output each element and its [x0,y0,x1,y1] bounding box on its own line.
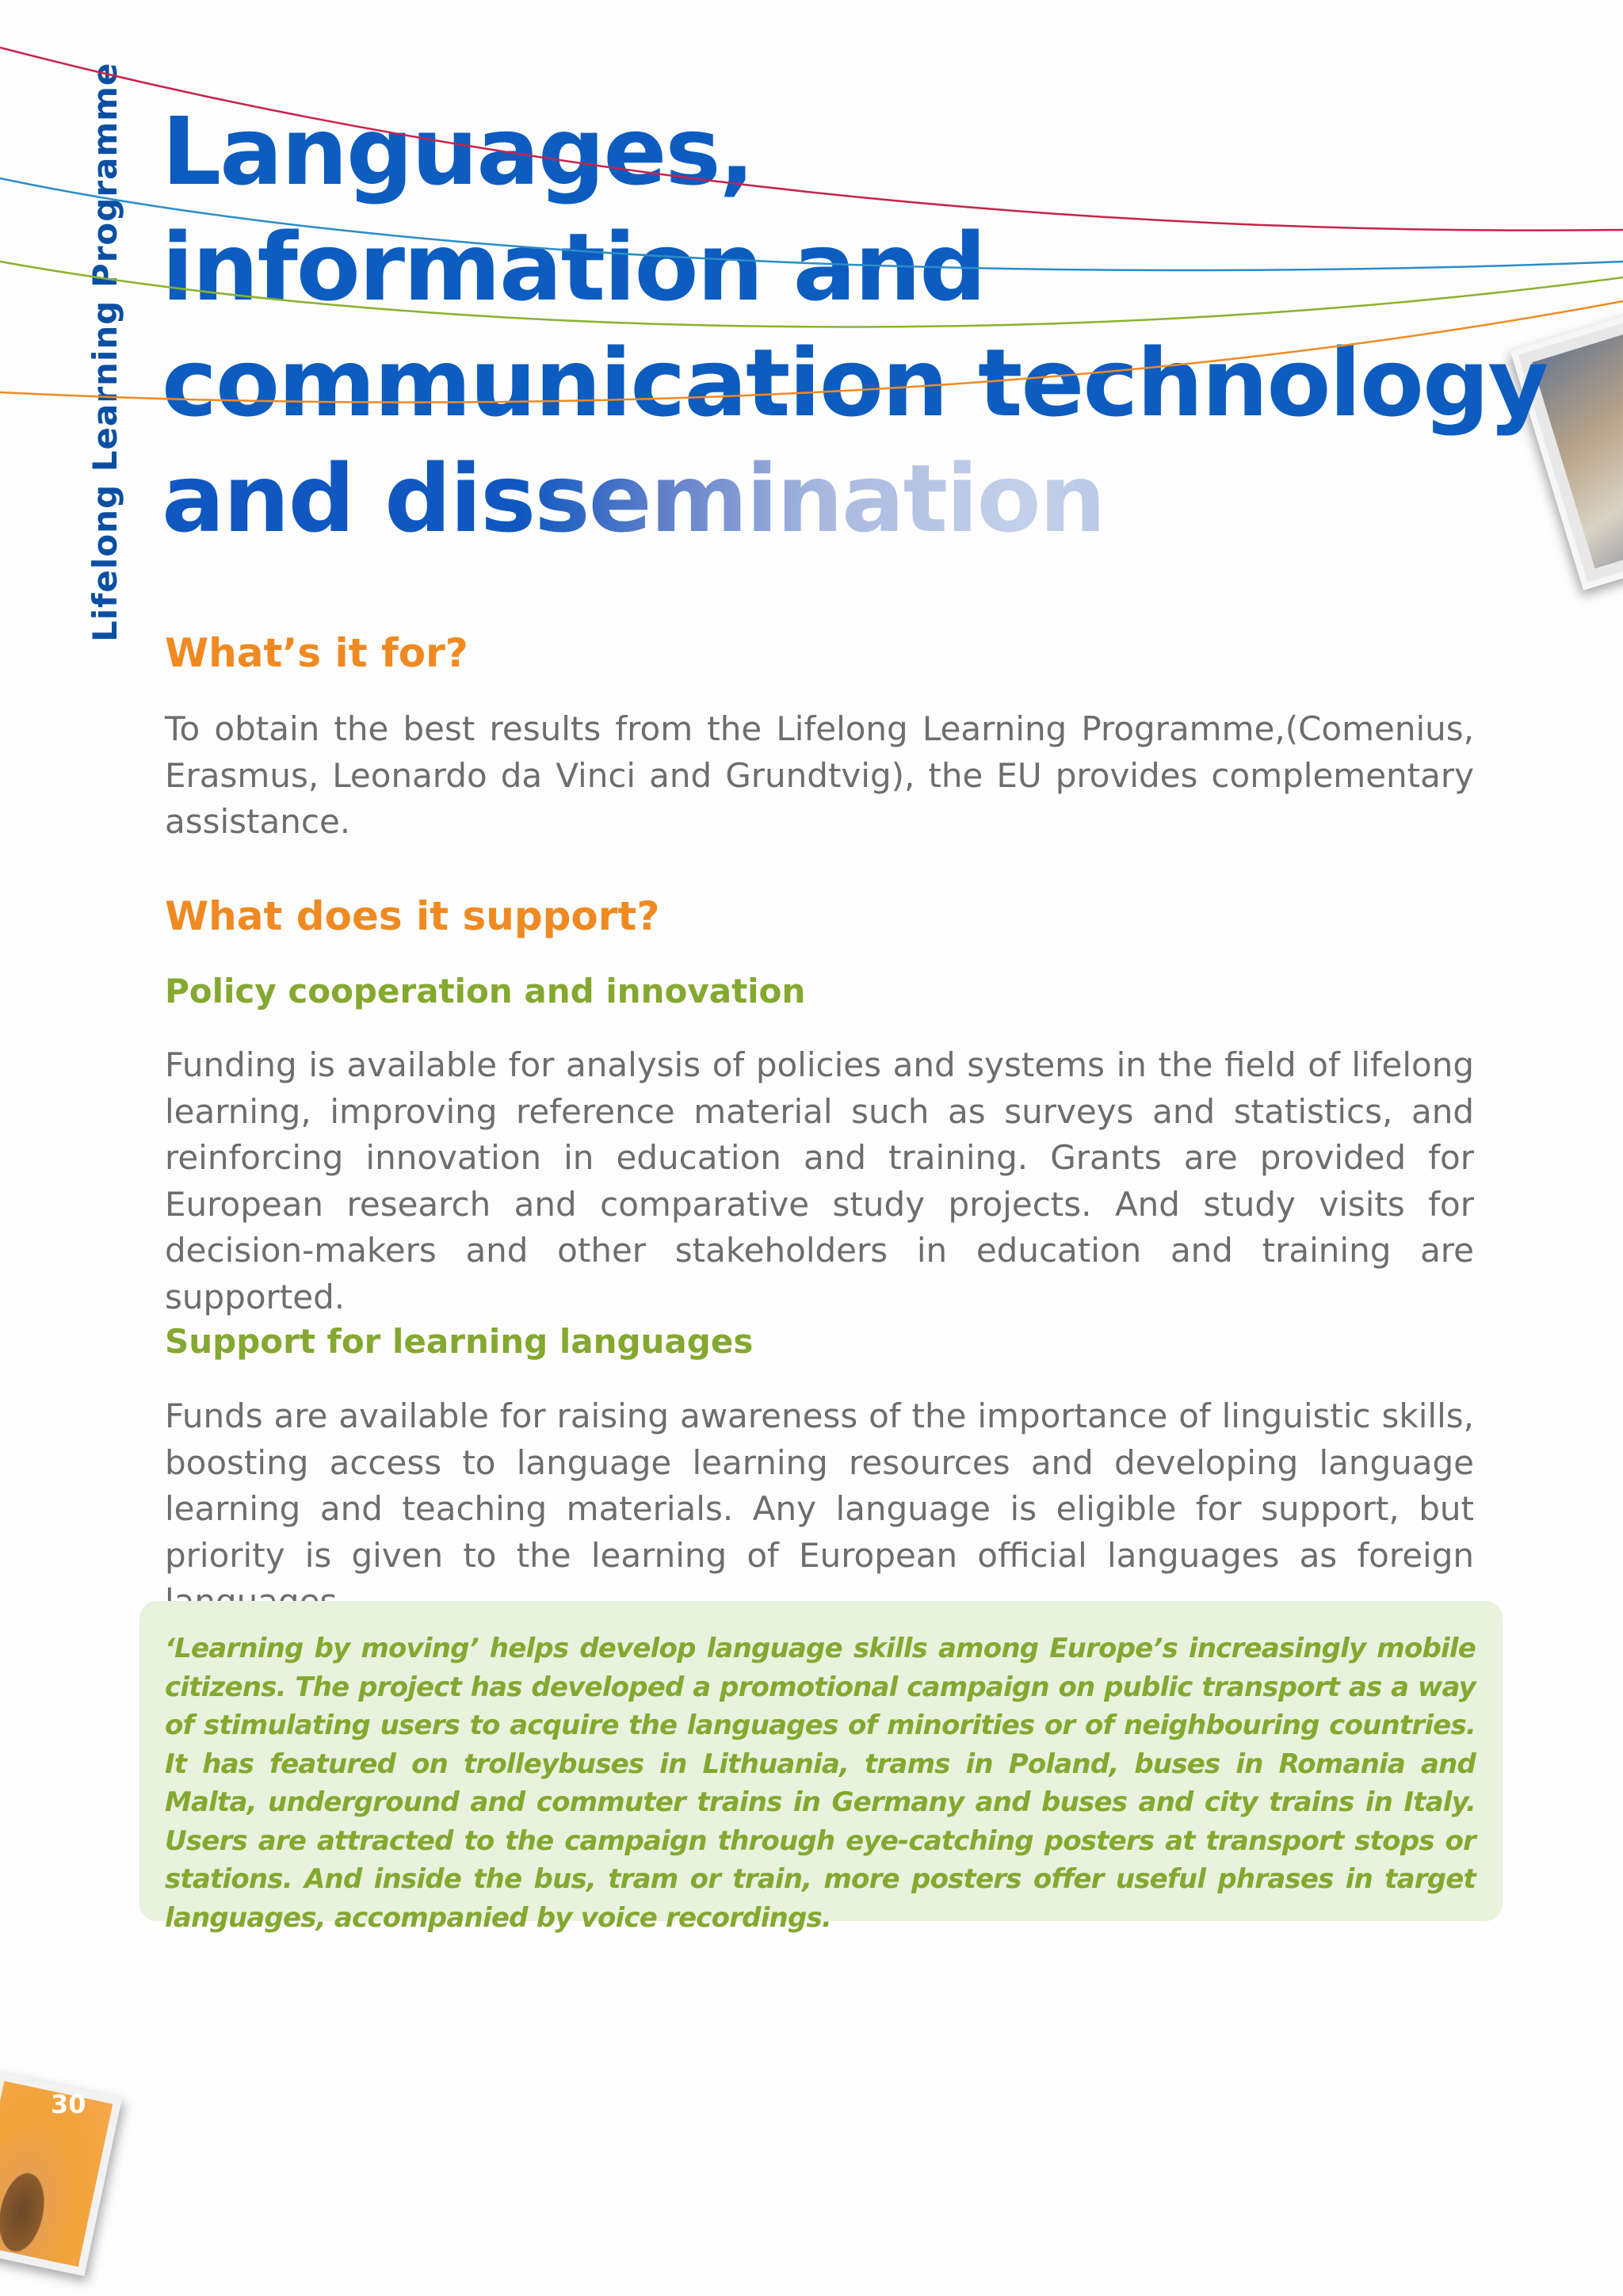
page-title [162,94,1547,556]
title-line-1: Languages, [162,97,754,206]
case-study-box [139,1601,1503,1934]
subsection-policy [165,972,1474,1010]
section-what-does-it-support [165,893,1474,939]
heading-whats-it-for: What’s it for? [165,630,468,676]
subheading-learning-languages: Support for learning languages [165,1322,754,1361]
subsection-policy-body [165,1042,1474,1320]
title-line-3: communication technology [162,328,1548,437]
section-whats-it-for-body [165,706,1474,846]
programme-side-label: Lifelong Learning Programme [86,62,124,642]
subsection-languages [165,1322,1474,1361]
heading-what-does-it-support: What does it support? [165,893,660,939]
title-line-4: and dissemination [162,441,1547,556]
subsection-languages-body [165,1393,1474,1626]
case-study-text: ‘Learning by moving’ helps develop language skills among Europe’s increasingly mobile citizens. The project has developed a promotional campaign on public transport as a way of stimulating users to acquire the languages of minorities or of neighbouring countries. It has featured on trolleybuses in Lithuania, trams in Poland, buses in Romania and Malta, underground and commuter trains in Germany and buses and city trains in Italy. Users are attracted to the campaign through eye-catching posters at transport stops or stations. And inside the bus, tram or train, more posters offer useful phrases in target languages, accompanied by voice recordings. [165,1633,1476,1934]
paragraph-whats-it-for: To obtain the best results from the Lifelong Learning Programme,(Comenius, Erasmus, Leonardo da Vinci and Grundtvig), the EU provides complementary assistance. [165,709,1474,841]
page-number: 30 [51,2089,86,2119]
subheading-policy-cooperation: Policy cooperation and innovation [165,972,806,1010]
title-line-2: information and [162,212,985,322]
section-whats-it-for [165,630,1474,676]
paragraph-policy-cooperation: Funding is available for analysis of policies and systems in the field of lifelong learning, improving reference material such as surveys and statistics, and reinforcing innovation in education and training. Grants are provided for European research and comparative study projects. And study visits for decision-makers and other stakeholders in education and training are supported. [165,1045,1474,1316]
paragraph-learning-languages: Funds are available for raising awareness of the importance of linguistic skills, boosting access to language learning resources and developing language learning and teaching materials. Any language is eligible for support, but priority is given to the learning of European official languages as foreign [165,1396,1474,1575]
